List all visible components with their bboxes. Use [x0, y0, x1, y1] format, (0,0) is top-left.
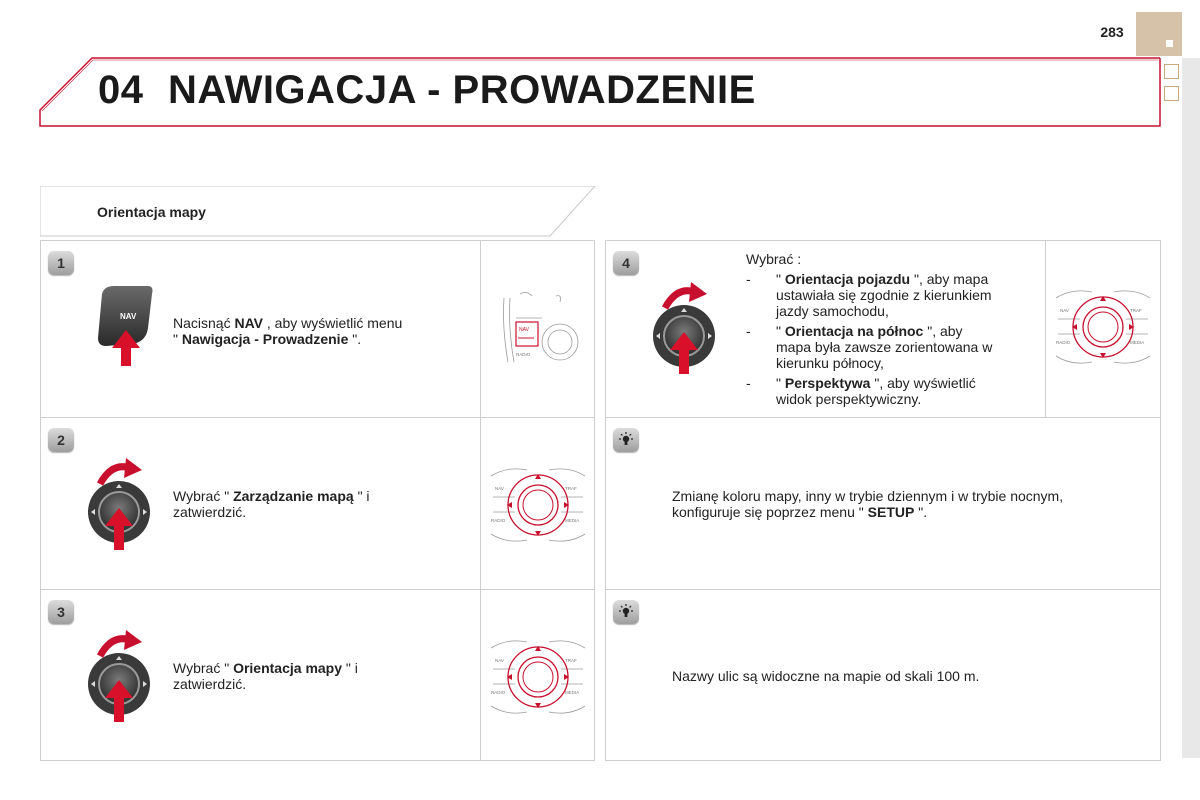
- text-span: , aby wyświetlić menu: [263, 315, 403, 331]
- lightbulb-icon: [613, 428, 639, 452]
- text-span: " i: [342, 660, 358, 676]
- text-line: Zmianę koloru mapy, inny w trybie dziennym i w trybie nocnym,: [672, 488, 1064, 504]
- text-span: ", aby wyświetlić: [870, 375, 976, 391]
- radio-label: RADIO: [491, 518, 506, 523]
- chapter-tab-marker: [1166, 40, 1173, 47]
- text-span: ", aby mapa: [910, 271, 989, 287]
- text-line: kierunku północy,: [776, 355, 884, 371]
- nav-label: NAV: [519, 327, 529, 333]
- option-perspektywa: [746, 375, 1036, 407]
- option-orientacja-na-polnoc: [746, 323, 1036, 371]
- traf-label: TRAF: [565, 658, 577, 663]
- radio-label: RADIO: [491, 690, 506, 695]
- control-panel-illustration: [1052, 284, 1154, 370]
- text-span: Wybrać ": [173, 660, 234, 676]
- text-line: widok perspektywiczny.: [776, 391, 922, 407]
- rotary-knob-icon: [86, 454, 162, 554]
- rotary-knob-icon: [651, 278, 727, 378]
- step-number-badge: 1: [48, 251, 74, 275]
- step-number-badge: 3: [48, 600, 74, 624]
- text-span: ", aby: [923, 323, 963, 339]
- nav-button-icon: [92, 284, 162, 370]
- nav-button-label: NAV: [120, 312, 137, 321]
- text-span: ".: [914, 504, 928, 520]
- traf-label: TRAF: [565, 486, 577, 491]
- text-line: zatwierdzić.: [173, 676, 247, 692]
- text-span: Nacisnąć: [173, 315, 235, 331]
- text-line: mapa była zawsze zorientowana w: [776, 339, 993, 355]
- rotary-knob-icon: [86, 626, 162, 726]
- text-line: zatwierdzić.: [173, 504, 247, 520]
- text-line: jazdy samochodu,: [776, 303, 889, 319]
- text-span: ": [776, 375, 785, 391]
- text-span: Wybrać ": [173, 488, 234, 504]
- list-dash: -: [746, 375, 751, 391]
- radio-label: RADIO: [1056, 340, 1071, 345]
- text-line: Nazwy ulic są widoczne na mapie od skali 100 m.: [672, 668, 980, 684]
- dashboard-nav-illustration: [498, 288, 584, 364]
- step-3-instruction: [173, 660, 463, 692]
- text-span: ": [776, 323, 785, 339]
- bold-span: Orientacja na północ: [784, 323, 924, 339]
- option-orientacja-pojazdu: [746, 271, 1036, 319]
- traf-label: TRAF: [1130, 308, 1142, 313]
- text-span: ".: [348, 331, 362, 347]
- bold-span: Orientacja mapy: [233, 660, 343, 676]
- media-label: MEDIA: [1130, 340, 1145, 345]
- text-span: konfiguruje się poprzez menu ": [672, 504, 868, 520]
- list-dash: -: [746, 323, 751, 339]
- text-span: ": [776, 271, 785, 287]
- chapter-tab: [1136, 12, 1182, 56]
- list-dash: -: [746, 271, 751, 287]
- control-panel-illustration: [487, 634, 589, 720]
- step-4-instruction: [746, 251, 1036, 408]
- text-span: ": [173, 331, 182, 347]
- bold-span: Orientacja pojazdu: [784, 271, 911, 287]
- nav-label: NAV: [495, 486, 504, 491]
- page-title: NAWIGACJA - PROWADZENIE: [168, 68, 756, 112]
- bold-span: Perspektywa: [784, 375, 871, 391]
- page-number: 283: [1100, 24, 1124, 40]
- bold-span: NAV: [234, 315, 263, 331]
- media-label: MEDIA: [565, 518, 580, 523]
- page-edge-strip: [1182, 58, 1200, 758]
- chapter-number: 04: [98, 68, 144, 112]
- chapter-tab-box: [1164, 86, 1179, 101]
- lightbulb-icon: [613, 600, 639, 624]
- media-label: MEDIA: [565, 690, 580, 695]
- control-panel-illustration: [487, 462, 589, 548]
- nav-label: NAV: [495, 658, 504, 663]
- step-2-instruction: [173, 488, 463, 520]
- tip-1-text: [672, 488, 1152, 520]
- step-1-instruction: [173, 315, 463, 347]
- chapter-tab-box: [1164, 64, 1179, 79]
- bold-span: SETUP: [867, 504, 915, 520]
- radio-label: RADIO: [516, 352, 531, 357]
- step-number-badge: 4: [613, 251, 639, 275]
- section-subtitle: Orientacja mapy: [97, 204, 206, 220]
- text-span: " i: [353, 488, 370, 504]
- tip-2-text: [672, 668, 1152, 684]
- bold-span: Nawigacja - Prowadzenie: [181, 331, 349, 347]
- step-4-intro: Wybrać :: [746, 251, 802, 267]
- bold-span: Zarządzanie mapą: [233, 488, 354, 504]
- nav-label: NAV: [1060, 308, 1069, 313]
- text-line: ustawiała się zgodnie z kierunkiem: [776, 287, 992, 303]
- step-number-badge: 2: [48, 428, 74, 452]
- orientation-options-list: [746, 271, 1036, 407]
